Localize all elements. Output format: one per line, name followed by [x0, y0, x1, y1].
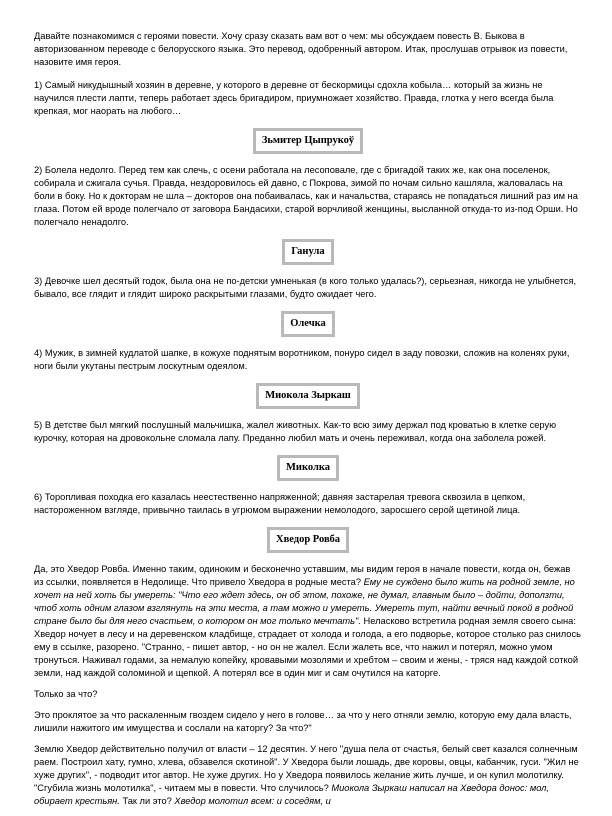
- land-text-italic: Миокола Зыркаш написал на Хведора донос: мол, обирает крестьян.: [34, 783, 549, 806]
- hero-answer-box-5: [34, 455, 582, 481]
- land-text-mid: Так ли это?: [119, 796, 175, 806]
- hero-description-2: 2) Болела недолго. Перед тем как слечь, с осени работала на лесоповале, где с бригадой таких же, как она поселенок, собирала и сжигала сучья. Правда, нездоровилось ей давно, с Покрова, зимой по ночам сильно кашляла, жаловалась на боли в боку. Но к докторам не шла – докторов она побаивалась, как и начальства, стараясь не попадаться лишний раз им на глаза. Потом ей вроде полегчало от заговора Бандасихи, старой ворчливой женщины, высланной откуда-то из-под Орши. Но полегчало ненадолго.: [34, 165, 578, 227]
- hero-name-4: Миокола Зыркаш: [256, 383, 360, 409]
- hero-name-6: Хведор Ровба: [267, 527, 349, 553]
- hero-answer-box-6: [34, 527, 582, 553]
- hero-description-6: 6) Торопливая походка его казалась неестественно напряженной; давняя застарелая тревога сквозила в цепком, настороженном взгляде, привычно таилась в угрюмом выражении немолодого, заросшего серой щетиной лица.: [34, 492, 526, 515]
- khvedor-text-start: Да, это Хведор Ровба. Именно таким, одиноким и бесконечно уставшим, мы видим героя в начале повести, когда он, бежав из ссылки, появляется в Недолище. Что привело Хведора в родные места?: [34, 564, 571, 587]
- hero-name-5: Миколка: [277, 455, 339, 481]
- hero-name-2: Ганула: [282, 239, 333, 265]
- curse-paragraph: Это проклятое за что раскаленным гвоздем сидело у него в голове… за что у него отняли землю, которую ему дала власть, лишили нажитого им имущества и сослали на каторгу? За что?": [34, 710, 572, 733]
- land-text-italic-2: Хведор молотил всем: и соседям, и: [174, 796, 331, 806]
- hero-description-1: 1) Самый никудышный хозяин в деревне, у которого в деревне от бескормицы сдохла кобыла… который за жизнь не научился плести лапти, теперь работает здесь бригадиром, приумножает хозяйство. Правда, глотка у него всегда была крепкая, мог наорать на любого…: [34, 80, 554, 116]
- intro-paragraph: Давайте познакомимся с героями повести. Хочу сразу сказать вам вот о чем: мы обсуждаем повесть В. Быкова в авторизованном переводе с белорусского языка. Это перевод, одобренный автором. Итак, прослушав отрывок из повести, назовите имя героя.: [34, 31, 568, 67]
- khvedor-text-italic: Ему не суждено было жить на родной земле, но хочет на ней хоть бы умереть: "Что его ждет здесь, он об этом, похоже, не думал, главным было – дойти, доползти, чтоб хоть одним глазом взглянуть на эти места, а там можно и умереть. Умереть тут, найти вечный покой в родной стране было бы для него счастьем, о котором он мог только мечтать".: [34, 577, 575, 626]
- khvedor-paragraph: [34, 563, 582, 680]
- land-text-start: Землю Хведор действительно получил от власти – 12 десятин. У него "душа пела от счастья, белый свет казался солнечным раем. Построил хату, гумно, хлева, обзавелся скотиной". У Хведора были лошадь, две коровы, овцы, кабанчик, гуси. "Жил не хуже других", - подводит итог автор. Не хуже других. Но у Хведора появилось желание жить лучше, и он купил молотилку. "Сгубила жизнь молотилка", - читаем мы в повести. Что случилось?: [34, 744, 579, 793]
- hero-description-4: 4) Мужик, в зимней кудлатой шапке, в кожухе поднятым воротником, понуро сидел в заду повозки, сложив на коленях руки, ноги были укутаны пестрым лоскутным одеялом.: [34, 348, 570, 371]
- hero-description-5: 5) В детстве был мягкий послушный мальчишка, жалел животных. Как-то всю зиму держал под кроватью в клетке серую курочку, которая на дровокольне сломала лапу. Преданно любил мать и очень переживал, когда она заболела рожей.: [34, 420, 557, 443]
- hero-name-3: Олечка: [281, 311, 335, 337]
- khvedor-text-rest: Неласково встретила родная земля своего сына: Хведор ночует в лесу и на деревенском кладбище, страдает от холода и голода, а его подворье, которое столько раз снилось ему в ссылке, разорено. "Странно, - пишет автор, - но он не жалел. Если жалеть все, что нажил и потерял, можно умом тронуться. Наживал годами, за немалую копейку, кровавыми мозолями и хребтом – своим и жены, - тряся над каждой соткой земли, над каждой соломиной и щепкой. А потерял все в один миг и сам очутился на каторге.: [34, 616, 581, 678]
- document-page: [34, 30, 582, 816]
- hero-description-3: 3) Девочке шел десятый годок, была она не по-детски умненькая (в кого только удалась?), серьезная, никогда не улыбнется, бывало, все глядит и глядит широко раскрытыми глазами, будто ожидает чего.: [34, 276, 577, 299]
- hero-name-1: Зьмитер Цыпрукоў: [253, 128, 363, 154]
- question-line: Только за что?: [34, 689, 98, 699]
- hero-answer-box-1: [34, 128, 582, 154]
- hero-answer-box-2: [34, 239, 582, 265]
- hero-answer-box-4: [34, 383, 582, 409]
- hero-answer-box-3: [34, 311, 582, 337]
- land-paragraph: [34, 743, 582, 808]
